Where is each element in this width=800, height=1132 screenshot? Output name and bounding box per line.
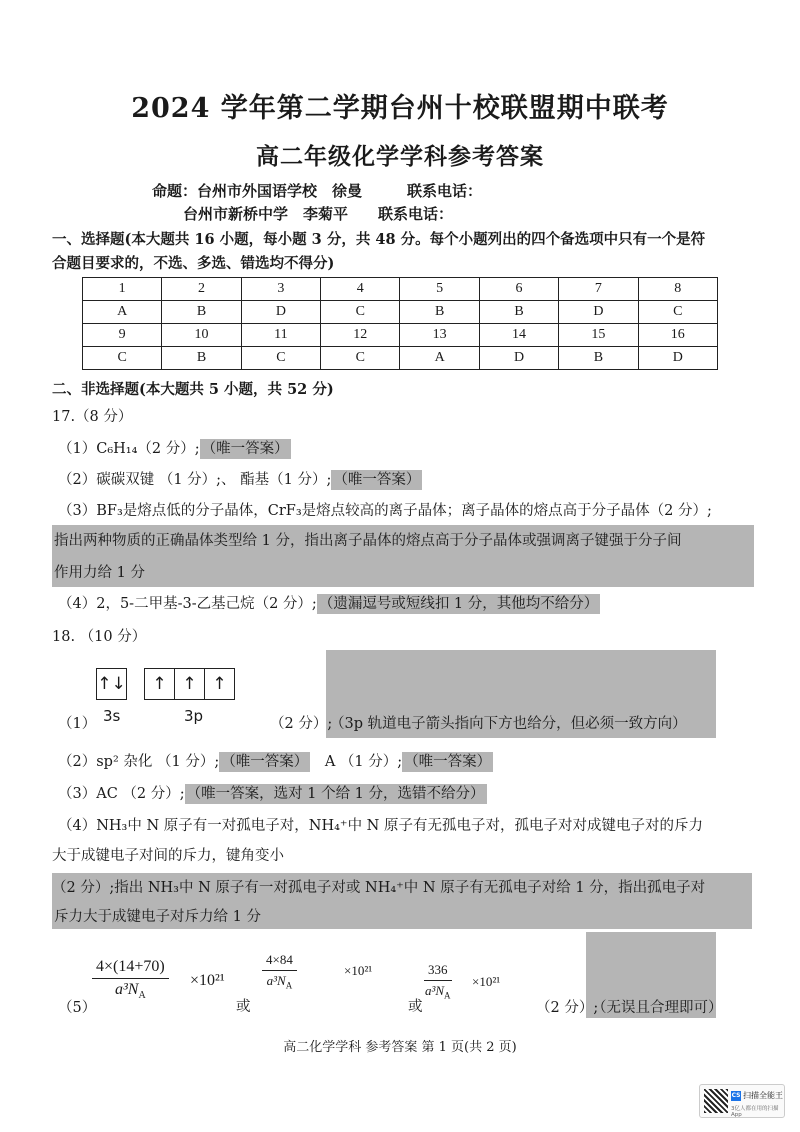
table-row-answers — [83, 301, 718, 324]
orbital-box: ↑ — [145, 669, 175, 699]
q17-3-note-2: 作用力给 1 分 — [54, 565, 145, 581]
q18-5-number: （5） — [58, 1000, 97, 1016]
table-cell: 15 — [559, 324, 638, 347]
or-1: 或 — [236, 999, 251, 1015]
table-cell: A — [400, 347, 479, 370]
q18-3-answer: （3）AC （2 分）; — [58, 786, 185, 802]
author-line-1: 命题：台州市外国语学校 徐曼 联系电话： — [152, 182, 483, 200]
page-subtitle: 高二年级化学学科参考答案 — [256, 143, 544, 170]
page-title: 2024 学年第二学期台州十校联盟期中联考 — [131, 93, 669, 124]
orbital-3p-label: 3p — [184, 707, 204, 725]
table-cell: 8 — [638, 278, 717, 301]
formula-2-numerator: 4×84 — [262, 952, 297, 971]
qr-code-icon — [704, 1089, 728, 1113]
scanner-tagline: 3亿人都在用的扫描App — [731, 1106, 779, 1118]
scanner-name: 扫描全能王 — [743, 1091, 783, 1100]
q17-2-answer: （2）碳碳双键 （1 分）;、 酯基（1 分）; — [58, 472, 332, 488]
author-line-2: 台州市新桥中学 李菊平 联系电话： — [183, 205, 454, 223]
q18-4-line — [52, 878, 705, 898]
table-cell: D — [638, 347, 717, 370]
table-cell: 2 — [162, 278, 241, 301]
q18-4-note-2: 斥力大于成键电子对斥力给 1 分 — [54, 909, 261, 925]
q17-4-answer: （4）2，5-二甲基-3-乙基己烷（2 分）; — [58, 596, 317, 612]
table-cell: C — [321, 301, 400, 324]
table-cell: B — [162, 301, 241, 324]
formula-1 — [92, 958, 169, 1001]
q17-3-note-1: 指出两种物质的正确晶体类型给 1 分，指出离子晶体的熔点高于分子晶体或强调离子键强于分子间 — [54, 533, 682, 549]
section2-heading: 二、非选择题(本大题共 5 小题，共 52 分) — [52, 381, 334, 398]
q18-4-answer-1: （4）NH₃中 N 原子有一对孤电子对，NH₄⁺中 N 原子有无孤电子对，孤电子对对成键电子对的斥力 — [58, 818, 703, 834]
formula-3-numerator: 336 — [424, 962, 452, 981]
section1-heading-1: 一、选择题(本大题共 16 小题，每小题 3 分，共 48 分。每个小题列出的四个备选项中只有一个是符 — [52, 231, 706, 248]
q18-1-score: （2 分）; — [270, 716, 333, 732]
table-cell: 4 — [321, 278, 400, 301]
formula-3-denominator: $a^3N_A$ — [424, 983, 451, 1001]
q17-4-note: （遗漏逗号或短线扣 1 分，其他均不给分） — [318, 596, 599, 612]
table-row-answers — [83, 347, 718, 370]
table-cell: 11 — [241, 324, 320, 347]
table-cell: 7 — [559, 278, 638, 301]
table-row-numbers — [83, 324, 718, 347]
page-footer: 高二化学学科 参考答案 第 1 页(共 2 页) — [283, 1040, 517, 1055]
q17-line-4 — [58, 594, 600, 614]
table-cell: 6 — [479, 278, 558, 301]
formula-1-denominator: $a^3N_A$ — [115, 981, 146, 1002]
table-cell: C — [83, 347, 162, 370]
formula-1-numerator: 4×(14+70) — [92, 958, 169, 979]
table-cell: B — [162, 347, 241, 370]
table-cell: 9 — [83, 324, 162, 347]
table-cell: A — [83, 301, 162, 324]
table-cell: C — [638, 301, 717, 324]
q17-1-answer: （1）C₆H₁₄（2 分）; — [58, 441, 200, 457]
formula-2-denominator: $a^3N_A$ — [266, 973, 293, 991]
table-cell: B — [559, 347, 638, 370]
formula-1-power: ×10²¹ — [190, 972, 225, 989]
section1-heading-2: 合题目要求的，不选、多选、错选均不得分) — [52, 255, 335, 272]
table-cell: B — [479, 301, 558, 324]
formula-3 — [424, 962, 452, 1001]
q18-2-answer-b: A （1 分）; — [324, 754, 403, 770]
q17-2-note: （唯一答案） — [333, 472, 421, 488]
table-cell: 13 — [400, 324, 479, 347]
q18-1-note: （3p 轨道电子箭头指向下方也给分，但必须一致方向） — [330, 716, 687, 732]
table-cell: 12 — [321, 324, 400, 347]
q18-2-answer: （2）sp² 杂化 （1 分）; — [58, 754, 220, 770]
or-2: 或 — [408, 999, 423, 1015]
formula-2-power: ×10²¹ — [344, 963, 373, 978]
q18-4-answer-2: 大于成键电子对间的斥力，键角变小 — [52, 848, 284, 864]
orbital-3p — [144, 668, 235, 700]
q18-2-note-b: （唯一答案） — [404, 754, 492, 770]
answer-table — [82, 277, 718, 370]
table-cell: 14 — [479, 324, 558, 347]
orbital-3s-label: 3s — [103, 707, 121, 725]
table-cell: D — [241, 301, 320, 324]
q18-4-note-1: 指出 NH₃中 N 原子有一对孤电子对或 NH₄⁺中 N 原子有无孤电子对给 1 分，指出孤电子对 — [114, 880, 706, 896]
orbital-box: ↑ — [212, 674, 227, 694]
q18-title: 18. （10 分） — [52, 629, 147, 645]
q18-4-score: （2 分）; — [52, 880, 115, 896]
table-cell: 16 — [638, 324, 717, 347]
q17-3-answer: （3）BF₃是熔点低的分子晶体，CrF₃是熔点较高的离子晶体；离子晶体的熔点高于分子晶体（2 分）; — [58, 503, 712, 519]
table-cell: 5 — [400, 278, 479, 301]
q17-1-note: （唯一答案） — [201, 441, 289, 457]
formula-2 — [262, 952, 297, 991]
q18-line-2 — [58, 752, 493, 772]
orbital-box: ↑ — [175, 669, 205, 699]
table-cell: D — [559, 301, 638, 324]
orbital-box: ↑↓ — [97, 674, 126, 694]
formula-3-power: ×10²¹ — [472, 974, 501, 989]
q17-title: 17.（8 分） — [52, 409, 133, 425]
orbital-3s — [96, 668, 127, 700]
q18-5-note: （无误且合理即可） — [592, 1000, 723, 1016]
table-cell: D — [479, 347, 558, 370]
table-cell: 1 — [83, 278, 162, 301]
q18-2-note: （唯一答案） — [221, 754, 309, 770]
table-cell: C — [241, 347, 320, 370]
table-cell: 3 — [241, 278, 320, 301]
table-cell: B — [400, 301, 479, 324]
q18-line-3 — [58, 784, 487, 804]
q18-1-number: （1） — [58, 716, 97, 732]
q17-line-1 — [58, 439, 291, 459]
table-cell: 10 — [162, 324, 241, 347]
q18-3-note: （唯一答案，选对 1 个给 1 分，选错不给分） — [186, 786, 485, 802]
q17-line-2 — [58, 470, 422, 490]
q18-5-score: （2 分）; — [536, 1000, 599, 1016]
camscanner-logo-icon: CS — [731, 1092, 741, 1099]
table-row-numbers — [83, 278, 718, 301]
table-cell: C — [321, 347, 400, 370]
scanner-watermark — [699, 1084, 785, 1118]
